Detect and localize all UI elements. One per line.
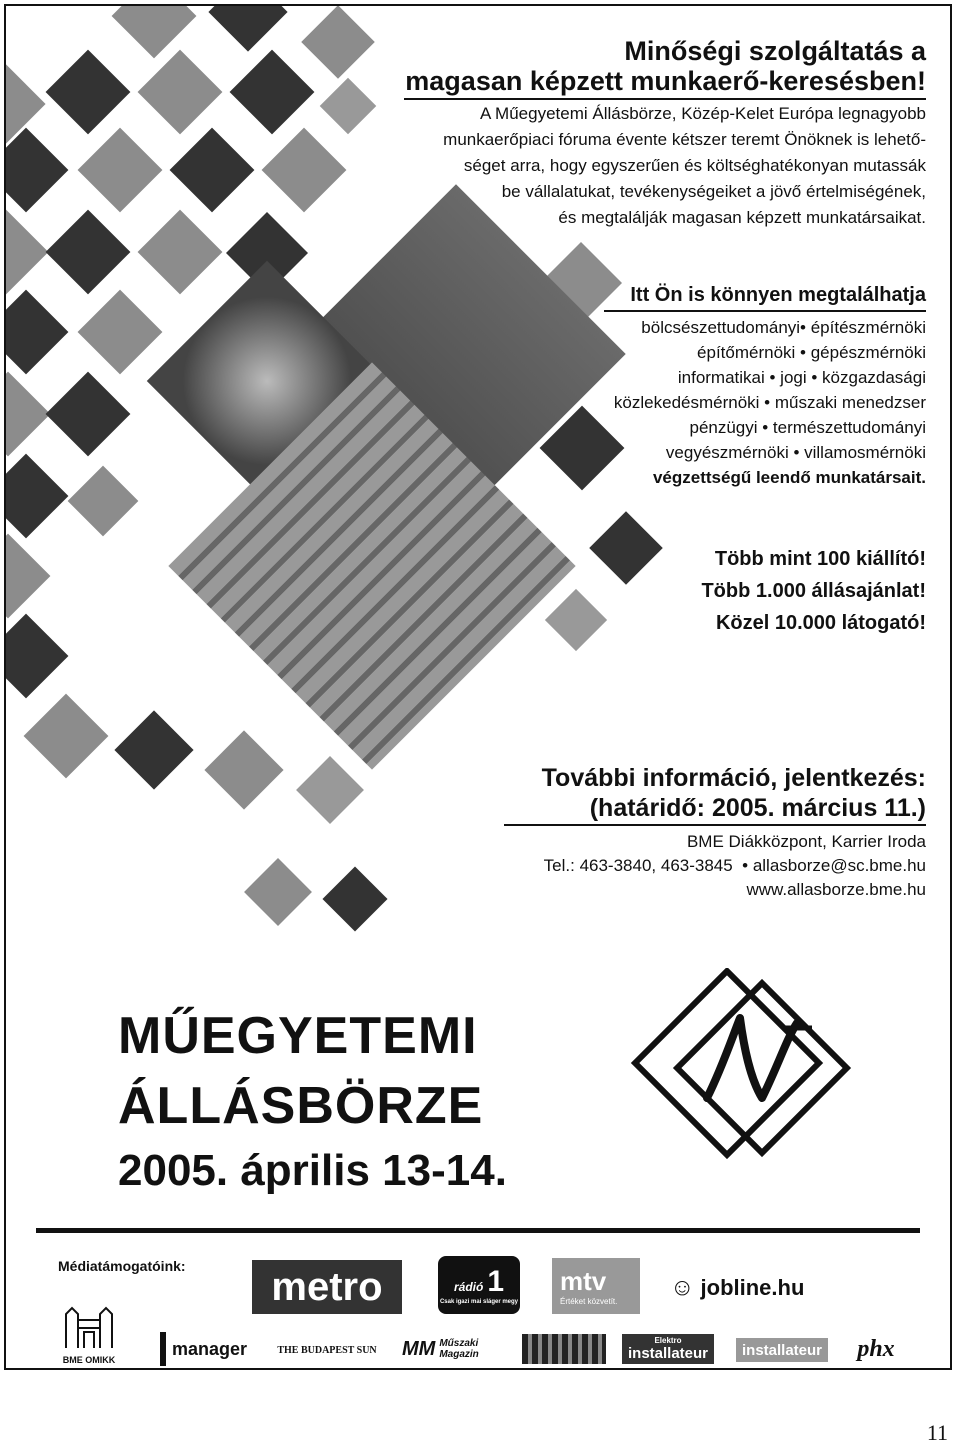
castle-gate-icon [58,1300,120,1350]
bme-omikk-logo: BME OMIKK [58,1300,120,1366]
metro-logo: metro [252,1260,402,1314]
event-date: 2005. április 13-14. [118,1146,507,1195]
advertisement-page: Minőségi szolgáltatás a magasan képzett munkaerő-keresésben! A Műegyetemi Állásbörze, Közép-Kelet Európa legnagyobb munkaerőpiaci fóruma évente kétszer teremt Önöknek is lehető- séget arra, hogy egyszerűen és költséghatékonyan mutassák be vállalatukat, tevékenységeiket a jövő értelmiségének, és megtalálják magasan képzett munkatársaikat. Itt Ön is könnyen megtalálhatja bölcsészettudományi• építészmérnöki építőmérnöki • gépészmérnöki informatikai • jogi • közgazdasági közlekedésmérnöki • műszaki menedzser pénzügyi • természettudományi vegyészmérnöki • villamosmérnöki végzettségű leendő munkatársait. Több mint 100 kiállító! Több 1.000 állásajánlat! Közel 10.000 látogató! További információ, jelentkezés: (határidő: 2005. március 11.) BME Diákközpont, Karrier Iroda Tel.: 463-3840, 463-3845 • allasborze@sc.bme.hu www.allasborze.bme.hu MŰEGYETEMI ÁLLÁSBÖRZE 2005. április 13-14. Médiatámogatóink: metro rádió 1 Csak igazi mai sláger megy mtv Értéket közvetít. ☺ jobline.hu BME OMIKK manager THE BUDAPEST SUN MM Műszaki Magazin Elektro installateur installateur phx [4,4,952,1370]
mtv-logo: mtv Értéket közvetít. [552,1258,640,1314]
headline-line2: magasan képzett munkaerő-keresésben! [405,66,926,96]
radio1-logo: rádió 1 Csak igazi mai sláger megy [438,1256,520,1314]
event-name-line2: ÁLLÁSBÖRZE [118,1077,484,1135]
allasborze-logo-icon [612,968,872,1188]
phx-logo: phx [857,1335,895,1362]
media-sponsors-label: Médiatámogatóink: [58,1258,186,1274]
page-number: 11 [926,1420,948,1445]
info-underline [504,824,926,826]
website-link[interactable]: www.allasborze.bme.hu [746,880,926,899]
headline-underline [404,98,926,100]
headline-line1: Minőségi szolgáltatás a [624,36,926,66]
find-heading: Itt Ön is könnyen megtalálhatja [630,284,926,306]
manager-logo: manager [160,1332,252,1366]
contact-line: Tel.: 463-3840, 463-3845 • allasborze@sc.bme.hu [543,856,926,875]
elektro-installateur-logo: Elektro installateur [622,1334,714,1364]
bottom-divider [36,1228,920,1233]
smiley-icon: ☺ [670,1274,695,1301]
jobline-logo: ☺ jobline.hu [670,1274,805,1301]
muszaki-magazin-logo: MM Műszaki Magazin [402,1337,479,1360]
find-heading-underline [604,310,926,312]
event-name-line1: MŰEGYETEMI [118,1007,478,1065]
info-heading: További információ, jelentkezés: [541,764,926,792]
installateur-logo: installateur [736,1338,828,1362]
deadline-heading: (határidő: 2005. március 11.) [589,794,926,822]
budapest-sun-logo: THE BUDAPEST SUN [277,1344,377,1356]
magazine-cover-logo [522,1334,606,1364]
